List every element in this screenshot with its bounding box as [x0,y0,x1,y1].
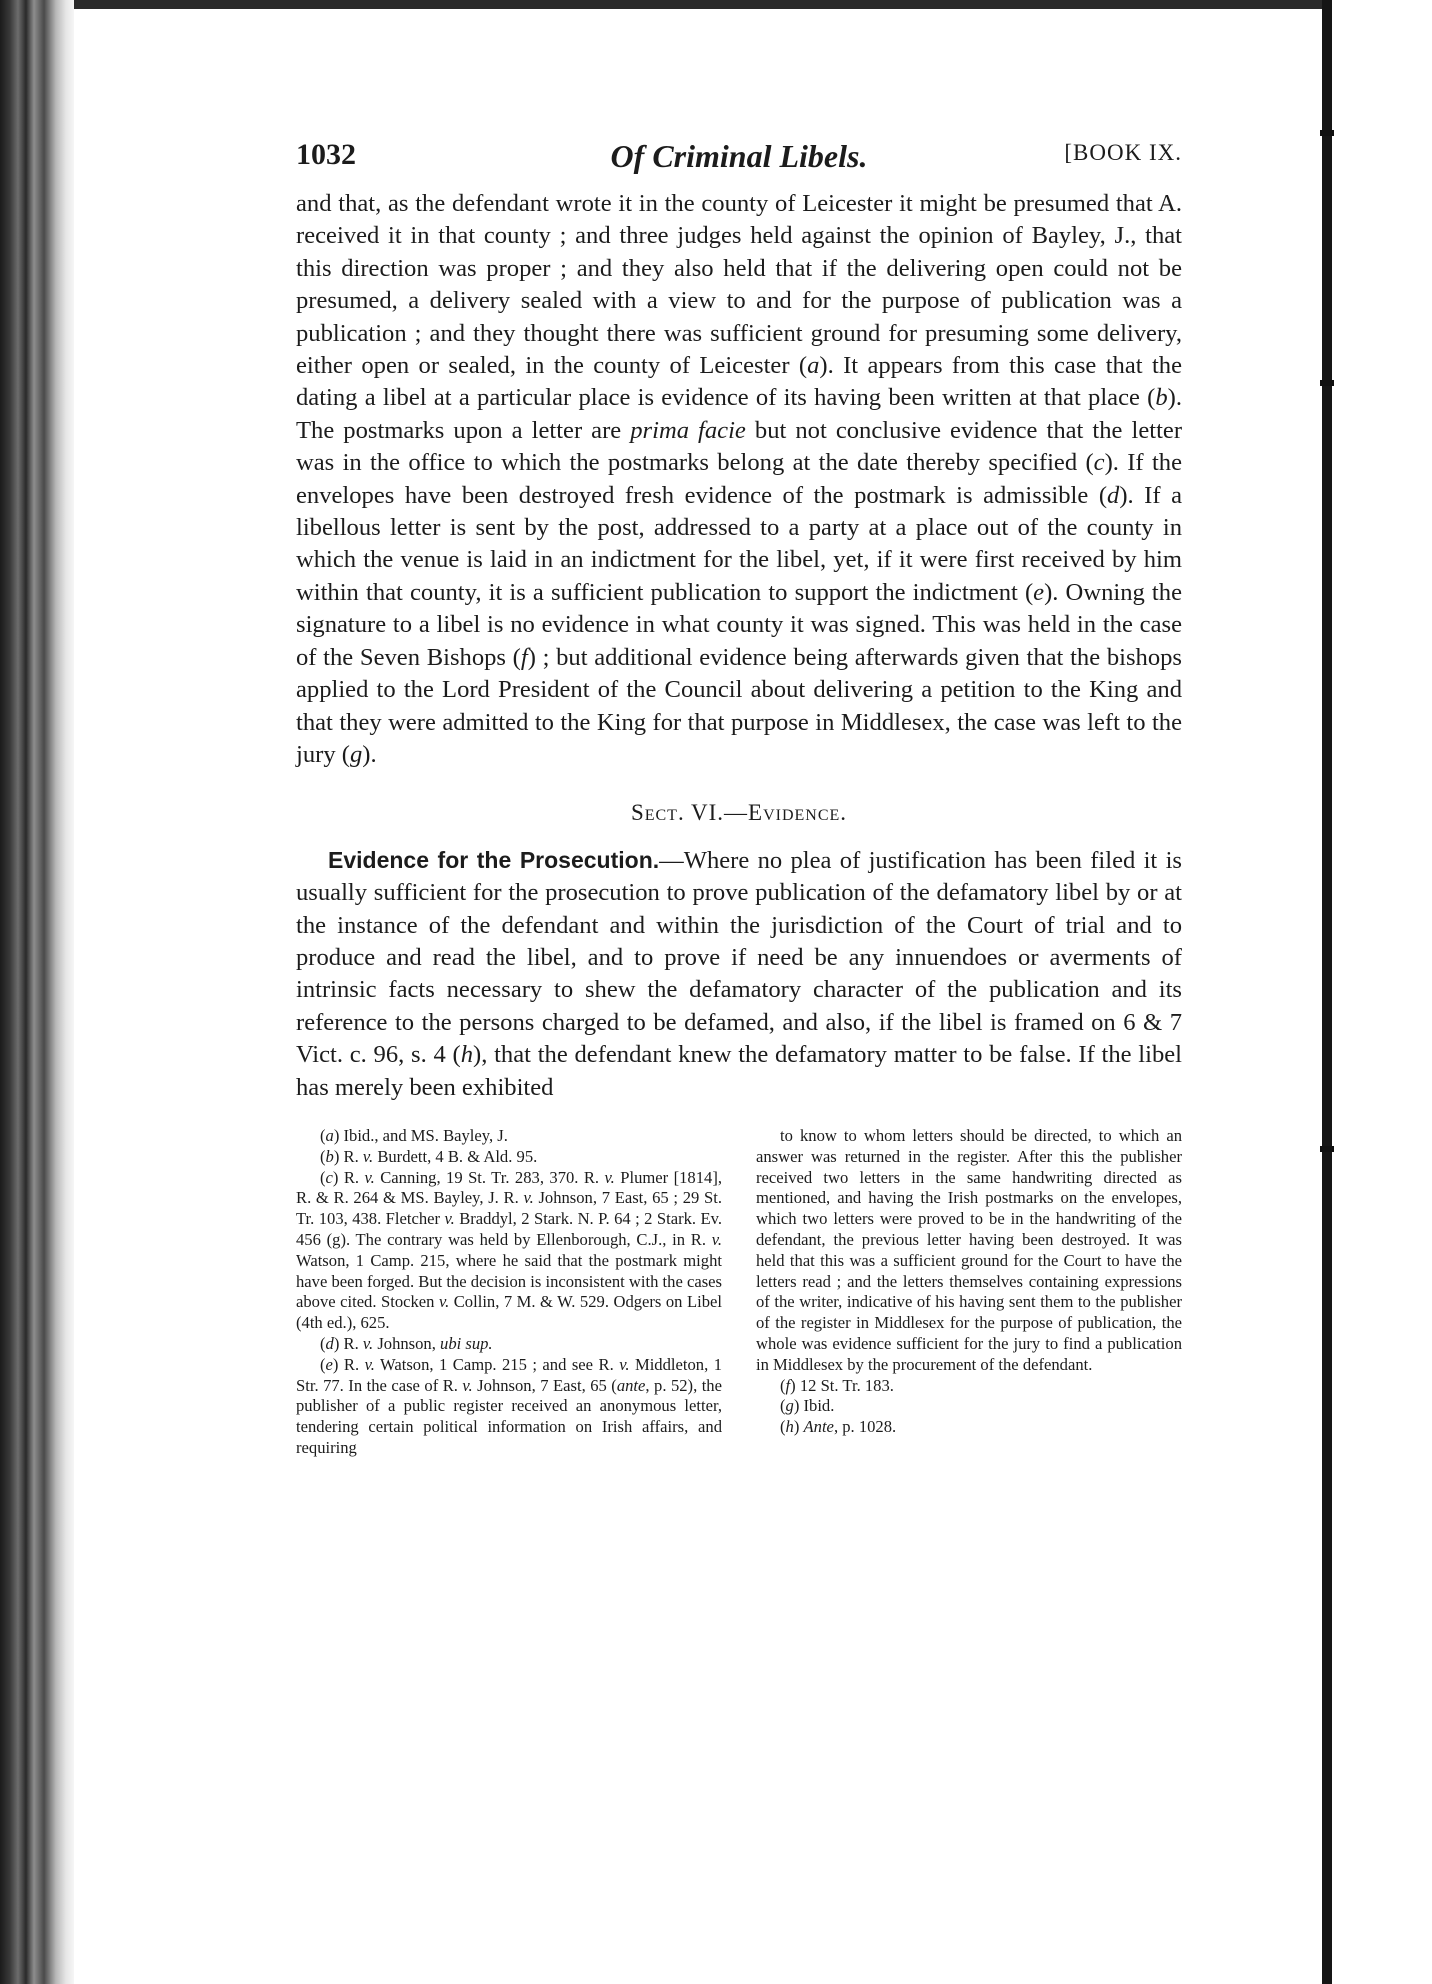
book-label: [BOOK IX. [1064,140,1182,165]
book-page [296,138,1182,1459]
text-run: ( [320,1125,326,1145]
text-run: Johnson, 7 East, 65 ; 29 St. Tr. 103, 438. Fletcher [296,1188,722,1229]
text-run: v. [364,1167,375,1187]
footnote [756,1396,1182,1417]
text-run: h [460,1041,474,1069]
text-run: v. [619,1354,630,1374]
text-run: d [325,1333,334,1353]
text-run: Plumer [1814], R. & R. 264 & MS. Bayley, J. R. [296,1167,722,1208]
footnote [756,1376,1182,1397]
facing-page-edge [1332,0,1432,1984]
text-run: Canning, 19 St. Tr. 283, 370. R. [374,1167,605,1187]
text-run: ( [780,1396,786,1416]
footnote [296,1355,722,1459]
text-run: ). [362,740,377,768]
text-run: ( [320,1167,326,1187]
page-number: 1032 [296,138,356,171]
paragraph-evidence-text [296,847,1182,1101]
text-run: ante [616,1375,646,1395]
text-run: —Where no plea of justification has been filed it is usually sufficient for the prosecution to prove publication of the defamatory libel by or at the instance of the defendant and within the jurisdiction of the Court of trial and to produce and read the libel, and to prove if need be any innuendoes or averments of intrinsic facts necessary to shew the defamatory character of the publication and its reference to the persons charged to be defamed, and also, if the libel is framed on 6 & 7 Vict. c. 96, s. 4 ( [296,846,1182,1069]
text-run: ( [320,1146,326,1166]
text-run: v. [438,1292,450,1312]
text-run: v. [462,1375,473,1395]
text-run: ). It appears from this case that the dating a libel at a particular place is evidence of its having been written at that place ( [296,352,1182,412]
text-run: but not conclusive evidence that the letter was in the office to which the postmarks belong at the date thereby specified ( [296,416,1183,477]
text-run: ( [320,1333,326,1353]
text-run: Watson, 1 Camp. 215, where he said that the postmark might have been forged. But the decision is inconsistent with the cases above cited. Stocken [296,1250,722,1312]
running-title: Of Criminal Libels. [610,138,868,174]
text-run: e [1033,578,1045,606]
text-run: f [785,1375,791,1395]
text-run: and that, as the defendant wrote it in the county of Leicester it might be presumed that A. received it in that county ; and three judges held against the opinion of Bayley, J., that this direction was proper ; and they also held that if the delivering open could not be presumed, a delivery sealed with a view to and for the purpose of publication was a publication ; and they thought there was sufficient ground for presuming some delivery, either open or sealed, in the county of Leicester ( [296,190,1182,380]
text-run: Burdett, 4 B. & Ald. 95. [373,1146,538,1166]
edge-tick-mark [1320,380,1334,386]
text-run: d [1107,481,1120,509]
footnote [296,1168,722,1334]
text-run: ) R. [333,1333,363,1353]
footnotes-right-column [756,1126,1182,1459]
text-run: ). The postmarks upon a letter are [296,384,1182,444]
text-run: ) R. [332,1167,365,1187]
text-run: ) Ibid., and MS. Bayley, J. [333,1125,508,1145]
footnote [756,1417,1182,1438]
text-run: , p. 52), the publisher of a public register received an anonymous letter, tendering certain political information on Irish affairs, and requiring [296,1375,722,1457]
text-run: b [325,1146,334,1166]
paragraph-evidence [296,844,1182,1104]
text-run: f [520,643,528,671]
text-run: a [807,352,820,380]
text-run: ( [780,1417,786,1437]
text-run: c [1093,449,1105,477]
text-run: v. [362,1333,374,1353]
book-binding-edge [0,0,74,1984]
text-run: Collin, 7 M. & W. 529. Odgers on Libel (4th ed.), 625. [296,1292,722,1333]
text-run: ). If the envelopes have been destroyed fresh evidence of the postmark is admissible ( [296,449,1182,509]
text-run: Ante [803,1417,834,1437]
edge-tick-mark [1320,1146,1334,1152]
text-run: Johnson, [373,1333,441,1353]
footnotes-left-column [296,1126,722,1459]
text-run: Johnson, 7 East, 65 ( [472,1375,617,1395]
text-run: v. [364,1354,375,1374]
text-run: g [785,1396,794,1416]
footnote [296,1147,722,1168]
text-run: ) [793,1417,804,1437]
text-run: v. [604,1167,615,1187]
running-head [296,138,1182,182]
text-run: h [785,1417,794,1437]
text-run: v. [711,1229,722,1249]
text-run: Braddyl, 2 Stark. N. P. 64 ; 2 Stark. Ev. 456 (g). The contrary was held by Ellenborough, C.J., in R. [296,1209,722,1249]
scan-top-edge [0,0,1432,9]
text-run: v. [523,1188,534,1208]
right-page-gutter [1322,0,1332,1984]
text-run: e [325,1354,333,1374]
text-run: ). If a libellous letter is sent by the post, addressed to a party at a place out of the county in which the venue is laid in an indictment for the libel, yet, if it were first received by him within that county, it is a sufficient publication to support the indictment ( [296,481,1183,606]
text-run: v. [444,1209,455,1229]
text-run: Watson, 1 Camp. 215 ; and see R. [374,1354,620,1374]
edge-tick-mark [1320,130,1334,136]
lead-heading: Evidence for the Prosecution. [328,846,660,873]
text-run: to know to whom letters should be directed, to which an answer was returned in the register. After this the publisher received two letters in the same handwriting directed as mentioned, and having the Irish postmarks on the envelopes, which two letters were proved to be in the handwriting of the defendant, the previous letter having been destroyed. It was held that this was a sufficient ground for the Court to have the letters read ; and the letters themselves containing expressions of the writer, indicative of his having sent them to the publisher of the register in Middlesex for the purpose of publication, the whole was evidence sufficient for the jury to find a publication in Middlesex by the procurement of the defendant. [756,1125,1182,1374]
paragraph-continuation [296,188,1182,771]
text-run: g [349,740,363,768]
text-run: ) R. [332,1354,365,1374]
text-run: b [1155,384,1168,412]
text-run: ). Owning the signature to a libel is no evidence in what county it was signed. This was held in the case of the Seven Bishops ( [296,578,1182,671]
text-run: ) Ibid. [793,1396,835,1416]
section-heading: Sect. VI.—Evidence. [630,800,848,826]
text-run: ) ; but additional evidence being afterwards given that the bishops applied to the Lord President of the Council about delivering a petition to the King and that they were admitted to the King for that purpose in Middlesex, the case was left to the jury ( [296,643,1182,768]
footnote [756,1126,1182,1376]
text-run: ) 12 St. Tr. 183. [790,1375,894,1395]
text-run: v. [362,1146,374,1166]
text-run: ubi sup. [440,1333,493,1353]
footnote [296,1334,722,1355]
text-run: ( [320,1354,326,1374]
text-run: ) R. [333,1146,363,1166]
text-run: Middleton, 1 Str. 77. In the case of R. [296,1354,722,1395]
text-run: ), that the defendant knew the defamatory matter to be false. If the libel has merely been exhibited [296,1041,1182,1101]
text-run: c [325,1167,333,1187]
text-run: , p. 1028. [833,1417,897,1437]
body-text [296,188,1182,1104]
footnotes [296,1126,1182,1459]
text-run: prima facie [630,416,746,444]
text-run: a [325,1125,334,1145]
footnote [296,1126,722,1147]
text-run: ( [780,1375,786,1395]
